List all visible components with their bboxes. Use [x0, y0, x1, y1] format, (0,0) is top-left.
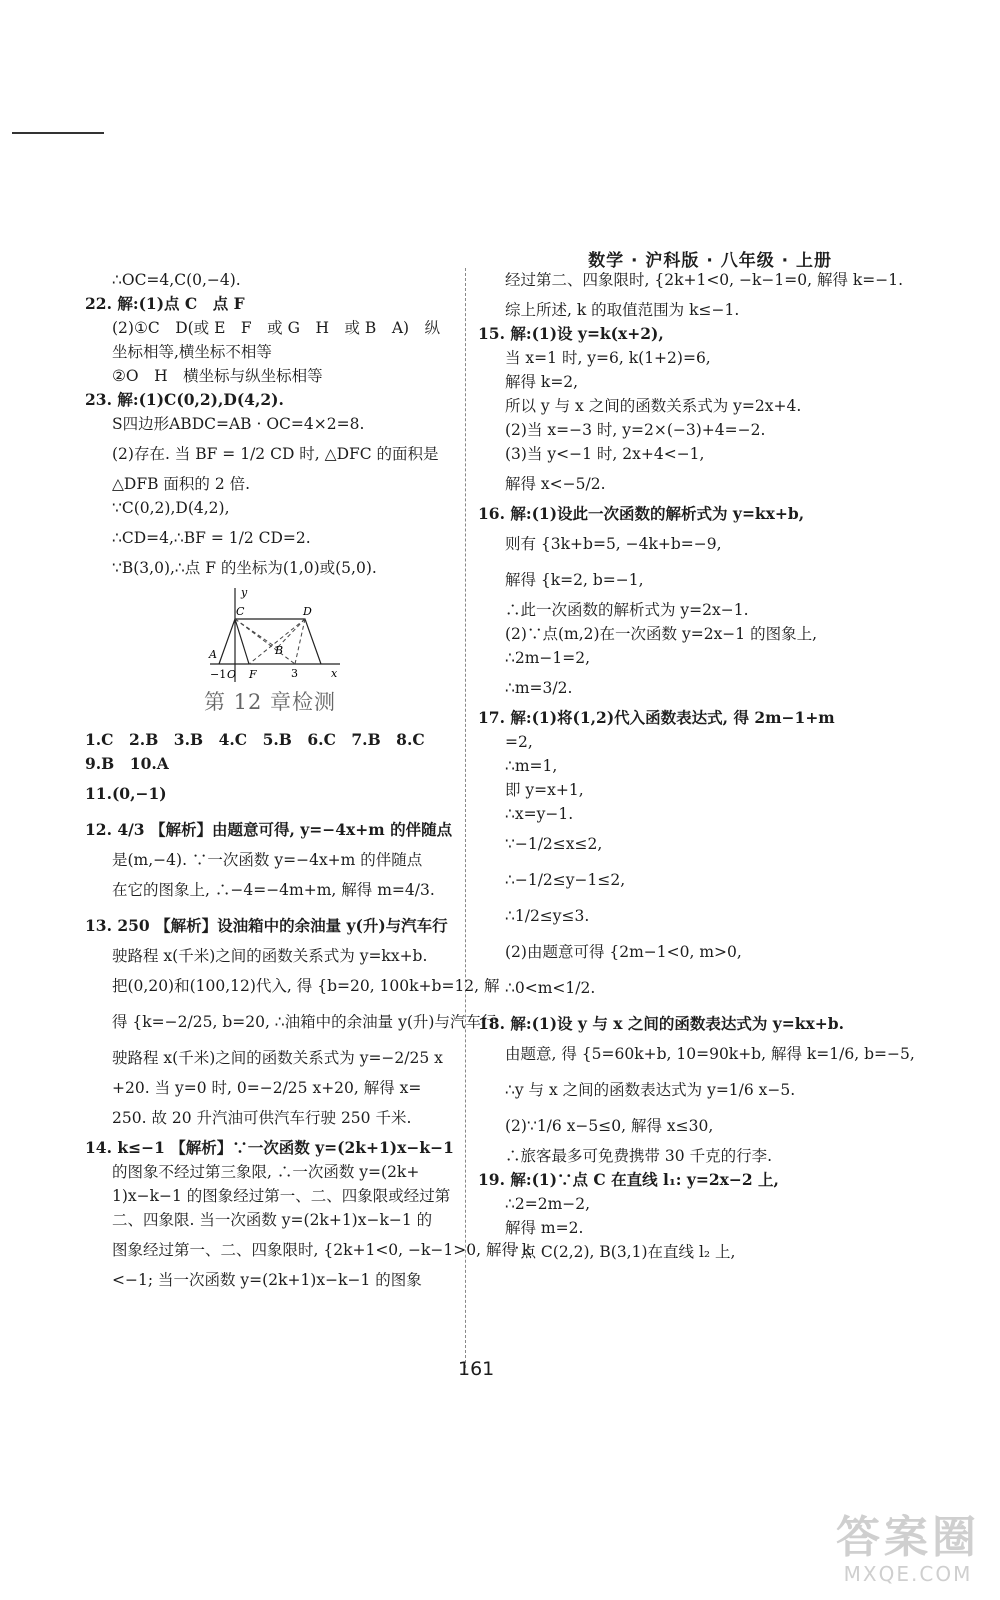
right-column [478, 268, 915, 1264]
right-line: (2)当 x=−3 时, y=2×(−3)+4=−2. [505, 421, 766, 439]
right-line: ∵−1/2≤x≤2, [505, 835, 603, 853]
left-line: (2)①C D(或 E F 或 G H 或 B A) 纵 [112, 319, 441, 337]
right-line: ∵点 C(2,2), B(3,1)在直线 l₂ 上, [505, 1243, 736, 1261]
segment-cb [235, 619, 295, 664]
right-line: ∴x=y−1. [505, 805, 574, 823]
right-line: ∴m=3/2. [505, 679, 573, 697]
right-line: (2)由题意可得 {2m−1<0, m>0, [505, 943, 742, 961]
right-line: 解得 {k=2, b=−1, [505, 571, 644, 589]
left-line: 9.B 10.A [85, 754, 169, 773]
coordinate-graph [205, 584, 345, 684]
left-line: 的图象不经过第三象限, ∴一次函数 y=(2k+ [112, 1163, 420, 1181]
left-line: 12. 4/3 【解析】由题意可得, y=−4x+m 的伴随点 [85, 820, 453, 839]
graph-label: A [209, 648, 217, 661]
left-line: 把(0,20)和(100,12)代入, 得 {b=20, 100k+b=12, 解 [112, 977, 500, 995]
left-line: ∵B(3,0),∴点 F 的坐标为(1,0)或(5,0). [112, 559, 377, 577]
right-line: 即 y=x+1, [505, 781, 584, 799]
left-line: ∴CD=4,∴BF = 1/2 CD=2. [112, 529, 311, 547]
right-line: 16. 解:(1)设此一次函数的解析式为 y=kx+b, [478, 504, 805, 523]
right-line: 由题意, 得 {5=60k+b, 10=90k+b, 解得 k=1/6, b=−5, [505, 1045, 915, 1063]
right-line: 解得 m=2. [505, 1219, 584, 1237]
graph-label: F [249, 668, 257, 681]
page-number: 161 [458, 1358, 495, 1380]
graph-label: D [303, 605, 312, 618]
left-line: ∴OC=4,C(0,−4). [112, 271, 241, 289]
right-line: ∴2m−1=2, [505, 649, 591, 667]
right-line: 15. 解:(1)设 y=k(x+2), [478, 324, 664, 343]
left-line: ∵C(0,2),D(4,2), [112, 499, 230, 517]
right-line: (2)∵点(m,2)在一次函数 y=2x−1 的图象上, [505, 625, 818, 643]
left-line: △DFB 面积的 2 倍. [112, 475, 251, 493]
left-line: 250. 故 20 升汽油可供汽车行驶 250 千米. [112, 1109, 412, 1127]
left-line: 驶路程 x(千米)之间的函数关系式为 y=kx+b. [112, 947, 428, 965]
graph-label: O [227, 668, 237, 681]
segment-cb2 [235, 619, 277, 648]
right-line: 17. 解:(1)将(1,2)代入函数表达式, 得 2m−1+m [478, 708, 835, 727]
left-line: 1.C 2.B 3.B 4.C 5.B 6.C 7.B 8.C [85, 730, 425, 749]
segment-df [249, 619, 305, 664]
right-line: 所以 y 与 x 之间的函数关系式为 y=2x+4. [505, 397, 802, 415]
right-line: 则有 {3k+b=5, −4k+b=−9, [505, 535, 722, 553]
graph-label: −1 [210, 668, 227, 681]
left-line: 是(m,−4). ∵一次函数 y=−4x+m 的伴随点 [112, 851, 423, 869]
right-line: 综上所述, k 的取值范围为 k≤−1. [505, 301, 740, 319]
right-line: ∴1/2≤y≤3. [505, 907, 590, 925]
chapter-title: 第 12 章检测 [203, 690, 337, 714]
left-line: 驶路程 x(千米)之间的函数关系式为 y=−2/25 x [112, 1049, 443, 1067]
right-line: ∴旅客最多可免费携带 30 千克的行李. [505, 1147, 773, 1165]
right-line: =2, [505, 733, 533, 751]
graph-label: y [241, 586, 248, 599]
watermark [836, 1514, 980, 1586]
column-divider [465, 268, 466, 1368]
left-line: 得 {k=−2/25, b=20, ∴油箱中的余油量 y(升)与汽车行 [112, 1013, 497, 1031]
left-line: S四边形ABDC=AB · OC=4×2=8. [112, 415, 365, 433]
right-line: (3)当 y<−1 时, 2x+4<−1, [505, 445, 705, 463]
right-line: 当 x=1 时, y=6, k(1+2)=6, [505, 349, 711, 367]
left-line: ②O H 横坐标与纵坐标相等 [112, 367, 323, 385]
left-line: 二、四象限. 当一次函数 y=(2k+1)x−k−1 的 [112, 1211, 433, 1229]
left-line: 23. 解:(1)C(0,2),D(4,2). [85, 390, 284, 409]
left-line: 1)x−k−1 的图象经过第一、二、四象限或经过第 [112, 1187, 451, 1205]
parallelogram [219, 619, 321, 664]
graph-label: 3 [291, 667, 298, 680]
right-line: ∴2=2m−2, [505, 1195, 591, 1213]
segment-cf [235, 619, 249, 664]
watermark-url: MXQE.COM [843, 1562, 973, 1586]
right-line: 经过第二、四象限时, {2k+1<0, −k−1=0, 解得 k=−1. [505, 271, 904, 289]
left-line: 14. k≤−1 【解析】∵一次函数 y=(2k+1)x−k−1 [85, 1138, 454, 1157]
left-line: 坐标相等,横坐标不相等 [112, 343, 272, 361]
graph-label: x [331, 667, 338, 680]
graph-label: C [236, 605, 245, 618]
right-line: ∴−1/2≤y−1≤2, [505, 871, 626, 889]
right-line: 解得 k=2, [505, 373, 579, 391]
left-line: +20. 当 y=0 时, 0=−2/25 x+20, 解得 x= [112, 1079, 422, 1097]
left-line: 11.(0,−1) [85, 784, 167, 803]
right-line: ∴y 与 x 之间的函数表达式为 y=1/6 x−5. [505, 1081, 796, 1099]
left-line: (2)存在. 当 BF = 1/2 CD 时, △DFC 的面积是 [112, 445, 439, 463]
right-line: ∴0<m<1/2. [505, 979, 596, 997]
right-line: 19. 解:(1)∵点 C 在直线 l₁: y=2x−2 上, [478, 1170, 779, 1189]
right-line: 解得 x<−5/2. [505, 475, 606, 493]
page-header: 数学 · 沪科版 · 八年级 · 上册 [588, 251, 832, 271]
left-line: 图象经过第一、二、四象限时, {2k+1<0, −k−1>0, 解得 k [112, 1241, 532, 1259]
left-line: <−1; 当一次函数 y=(2k+1)x−k−1 的图象 [112, 1271, 422, 1289]
left-line: 22. 解:(1)点 C 点 F [85, 294, 245, 313]
right-line: ∴此一次函数的解析式为 y=2x−1. [505, 601, 749, 619]
right-line: (2)∵1/6 x−5≤0, 解得 x≤30, [505, 1117, 714, 1135]
left-line: 13. 250 【解析】设油箱中的余油量 y(升)与汽车行 [85, 916, 448, 935]
right-line: 18. 解:(1)设 y 与 x 之间的函数表达式为 y=kx+b. [478, 1014, 844, 1033]
left-line: 在它的图象上, ∴−4=−4m+m, 解得 m=4/3. [112, 881, 435, 899]
watermark-logo: 答案圈 [836, 1512, 980, 1563]
graph-label: B [275, 644, 284, 657]
right-line: ∴m=1, [505, 757, 558, 775]
top-rule [12, 132, 104, 134]
